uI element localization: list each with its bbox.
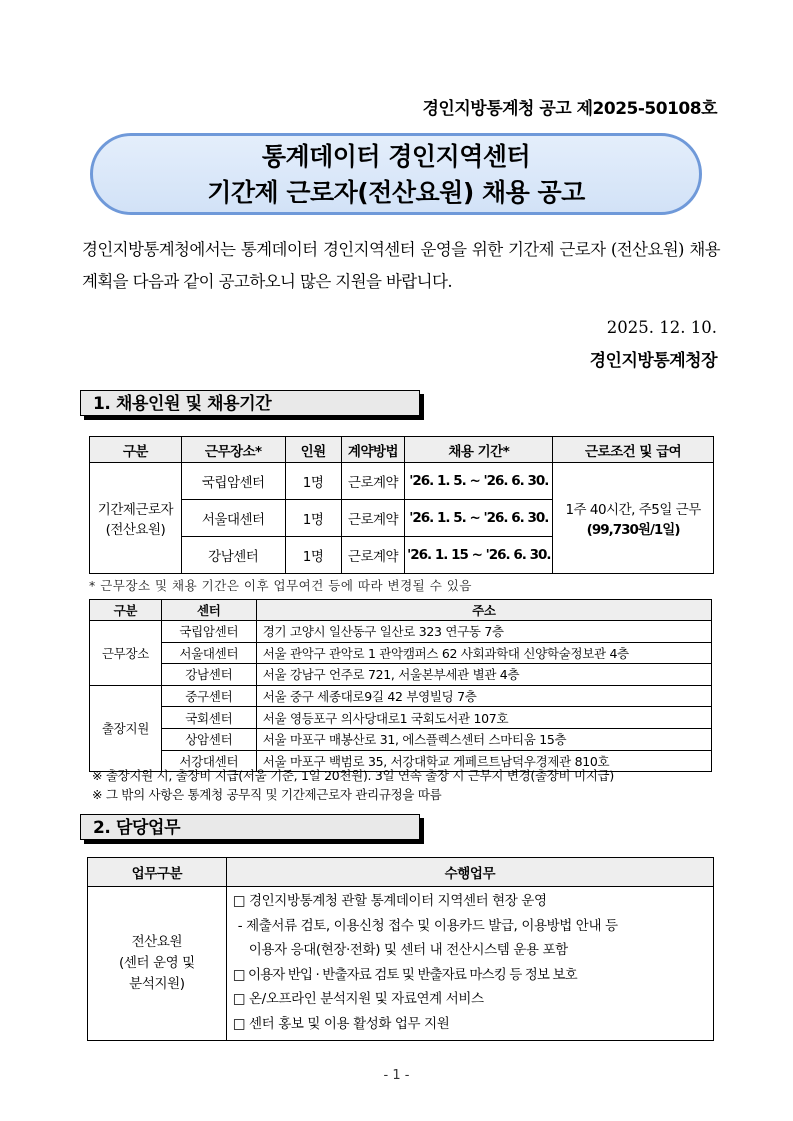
wage-line: (99,730원/1일) <box>586 522 680 538</box>
table-header-row <box>88 858 714 887</box>
title-banner <box>90 133 702 215</box>
period-cell: '26. 1. 5. ~ '26. 6. 30. <box>405 500 553 537</box>
table-row <box>90 707 712 729</box>
count-cell: 1명 <box>285 537 341 574</box>
duty-subitem: - 제출서류 검토, 이용신청 접수 및 이용카드 발급, 이용방법 안내 등 <box>237 917 618 934</box>
center-cell: 서울대센터 <box>161 642 256 664</box>
header-cell: 센터 <box>161 600 256 621</box>
section-1-heading: 1. 채용인원 및 채용기간 <box>80 390 420 416</box>
condition-cell <box>553 463 714 574</box>
duty-item: □ 센터 홍보 및 이용 활성화 업무 지원 <box>232 1015 450 1032</box>
contract-cell: 근로계약 <box>341 537 405 574</box>
table-row <box>90 642 712 664</box>
header-cell: 근로조건 및 급여 <box>553 437 714 463</box>
note-line: ※ 출장지원 시, 출장비 지급(서울 기준, 1일 20천원). 3일 연속 출장 시 근무지 변경(출장비 미지급) <box>92 768 614 783</box>
notice-date: 2025. 12. 10. <box>606 318 717 337</box>
place-cell: 강남센터 <box>181 537 285 574</box>
location-table <box>89 599 712 772</box>
duty-item: □ 이용자 반입 · 반출자료 검토 및 반출자료 마스킹 등 정보 보호 <box>232 966 577 983</box>
intro-paragraph: 경인지방통계청에서는 통계데이터 경인지역센터 운영을 위한 기간제 근로자 (전산요원) 채용 계획을 다음과 같이 공고하오니 많은 지원을 바랍니다. <box>82 240 720 291</box>
category-line: (전산요원) <box>105 522 166 538</box>
period-cell: '26. 1. 5. ~ '26. 6. 30. <box>405 463 553 500</box>
recruitment-table <box>89 436 714 574</box>
group-cell: 출장지원 <box>90 685 162 771</box>
title-line-2: 기간제 근로자(전산요원) 채용 공고 <box>207 178 585 207</box>
duties-cell <box>226 887 713 1041</box>
category-line: 전산요원 <box>131 934 183 950</box>
condition-line: 1주 40시간, 주5일 근무 <box>565 502 701 518</box>
address-cell: 서울 관악구 관악로 1 관악캠퍼스 62 사회과학대 신양학술정보관 4층 <box>256 642 711 664</box>
category-cell <box>90 463 182 574</box>
table-row <box>88 887 714 1041</box>
contract-cell: 근로계약 <box>341 463 405 500</box>
place-cell: 서울대센터 <box>181 500 285 537</box>
notes <box>92 766 614 804</box>
address-cell: 서울 영등포구 의사당대로1 국회도서관 107호 <box>256 707 711 729</box>
table-row <box>90 728 712 750</box>
center-cell: 강남센터 <box>161 664 256 686</box>
center-cell: 국회센터 <box>161 707 256 729</box>
signer: 경인지방통계청장 <box>589 351 717 371</box>
center-cell: 상암센터 <box>161 728 256 750</box>
count-cell: 1명 <box>285 463 341 500</box>
table-row <box>90 685 712 707</box>
address-cell: 서울 중구 세종대로9길 42 부영빌딩 7층 <box>256 685 711 707</box>
header-cell: 인원 <box>285 437 341 463</box>
address-cell: 경기 고양시 일산동구 일산로 323 연구동 7층 <box>256 621 711 643</box>
table-header-row <box>90 600 712 621</box>
category-cell <box>88 887 227 1041</box>
header-cell: 근무장소* <box>181 437 285 463</box>
table-row <box>90 621 712 643</box>
center-cell: 중구센터 <box>161 685 256 707</box>
header-cell: 구분 <box>90 600 162 621</box>
group-cell: 근무장소 <box>90 621 162 686</box>
address-cell: 서울 마포구 백범로 35, 서강대학교 게페르트남덕우경제관 810호 <box>256 750 711 772</box>
center-cell: 국립암센터 <box>161 621 256 643</box>
header-cell: 계약방법 <box>341 437 405 463</box>
header-cell: 구분 <box>90 437 182 463</box>
category-line: (센터 운영 및 <box>118 955 195 971</box>
duty-item: □ 경인지방통계청 관할 통계데이터 지역센터 현장 운영 <box>232 893 547 909</box>
page-number: - 1 - <box>383 1068 410 1083</box>
address-cell: 서울 강남구 언주로 721, 서울본부세관 별관 4층 <box>256 664 711 686</box>
table-note: * 근무장소 및 채용 기간은 이후 업무여건 등에 따라 변경될 수 있음 <box>89 578 472 593</box>
table-row <box>90 664 712 686</box>
duty-subitem: 이용자 응대(현장·전화) 및 센터 내 전산시스템 운용 포함 <box>248 942 568 958</box>
count-cell: 1명 <box>285 500 341 537</box>
category-line: 기간제근로자 <box>97 502 174 518</box>
contract-cell: 근로계약 <box>341 500 405 537</box>
header-cell: 주소 <box>256 600 711 621</box>
period-cell: '26. 1. 15 ~ '26. 6. 30. <box>405 537 553 574</box>
category-line: 분석지원) <box>129 976 185 992</box>
center-cell: 서강대센터 <box>161 750 256 772</box>
place-cell: 국립암센터 <box>181 463 285 500</box>
address-cell: 서울 마포구 매봉산로 31, 에스플렉스센터 스마티움 15층 <box>256 728 711 750</box>
header-cell: 채용 기간* <box>405 437 553 463</box>
header-cell: 업무구분 <box>88 858 227 887</box>
duty-item: □ 온/오프라인 분석지원 및 자료연계 서비스 <box>232 991 484 1007</box>
note-line: ※ 그 밖의 사항은 통계청 공무직 및 기간제근로자 관리규정을 따름 <box>92 787 442 802</box>
table-header-row <box>90 437 714 463</box>
header-cell: 수행업무 <box>226 858 713 887</box>
section-2-heading: 2. 담당업무 <box>80 814 420 840</box>
duties-table <box>87 857 714 1041</box>
notice-number: 경인지방통계청 공고 제2025-50108호 <box>422 99 717 119</box>
title-line-1: 통계데이터 경인지역센터 <box>261 142 531 171</box>
table-row <box>90 463 714 500</box>
